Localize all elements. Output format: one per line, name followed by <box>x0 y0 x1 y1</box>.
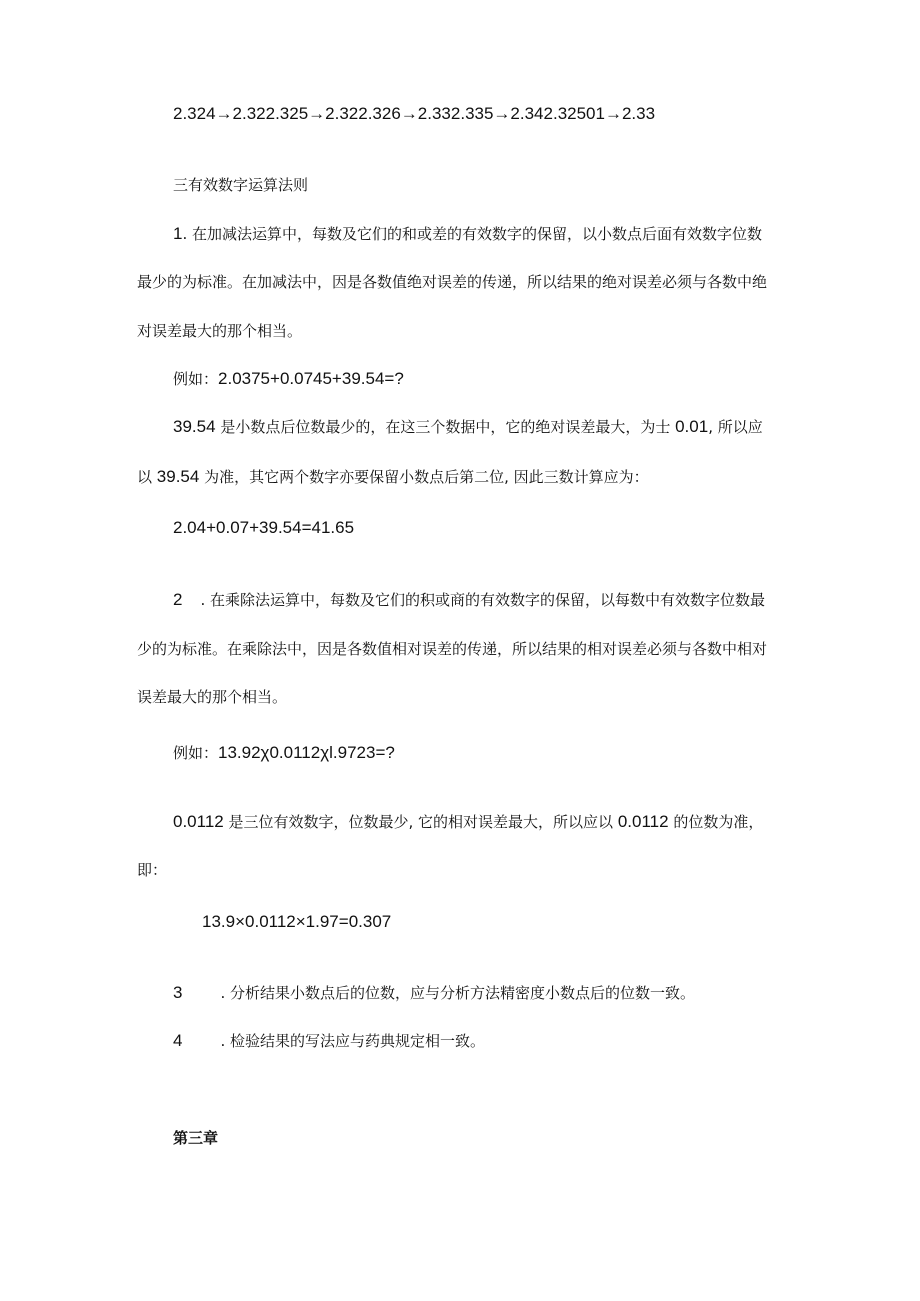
rule3-line <box>173 983 695 1003</box>
rule1-example-label: 例如： <box>173 370 219 388</box>
rule1-explain-line1 <box>173 417 763 437</box>
rule1-line3: 对误差最大的那个相当。 <box>137 322 303 340</box>
rule2-explain-text2: 的位数为准， <box>668 813 764 831</box>
rule1-example-expr: 2.0375+0.0745+39.54=? <box>218 369 404 388</box>
chapter-title: 第三章 <box>173 1129 219 1147</box>
rule2-explain-num2: 0.0112 <box>617 812 669 831</box>
rule1-line2: 最少的为标准。在加减法中，因是各数值绝对误差的传递，所以结果的绝对误差必须与各数中绝 <box>137 273 768 291</box>
rule4-line <box>173 1031 485 1051</box>
rule2-line1-text: . 在乘除法运算中，每数及它们的积或商的有效数字的保留，以每数中有效数字位数最 <box>200 591 766 609</box>
section-title: 三有效数字运算法则 <box>173 176 309 194</box>
rule1-line1 <box>173 224 762 244</box>
rounding-example-line: 2.324→2.322.325→2.322.326→2.332.335→2.342.32501→2.33 <box>173 104 656 123</box>
rule2-number: 2 <box>173 590 183 609</box>
rule2-example-label: 例如： <box>173 744 219 762</box>
rule1-explain-num2: 0.01 <box>675 417 709 436</box>
rule1-explain2-num: 39.54 <box>156 467 200 486</box>
rule1-explain2-text: 为准，其它两个数字亦要保留小数点后第二位, 因此三数计算应为： <box>199 468 649 486</box>
rule2-explain-line2: 即： <box>137 861 168 879</box>
rule2-line3: 误差最大的那个相当。 <box>137 688 288 706</box>
rule2-line2: 少的为标准。在乘除法中，因是各数值相对误差的传递，所以结果的相对误差必须与各数中相对 <box>137 640 768 658</box>
rule1-explain-text2: , 所以应 <box>708 418 763 436</box>
rule2-result: 13.9×0.0112×1.97=0.307 <box>202 912 392 931</box>
rule1-result: 2.04+0.07+39.54=41.65 <box>173 518 355 537</box>
rule2-line1 <box>173 590 765 610</box>
rule4-number: 4 <box>173 1031 183 1050</box>
rule1-example <box>173 369 404 389</box>
rule2-explain-num1: 0.0112 <box>173 812 224 831</box>
rule2-example-expr: 13.92χ0.0112χl.9723=? <box>218 743 395 762</box>
rule1-number: 1 <box>173 224 183 243</box>
rule1-explain-text1: 是小数点后位数最少的，在这三个数据中，它的绝对误差最大，为士 <box>215 418 676 436</box>
rule2-explain-line1 <box>173 812 763 832</box>
rule2-explain-text1: 是三位有效数字，位数最少, 它的相对误差最大，所以应以 <box>223 813 618 831</box>
rule3-number: 3 <box>173 983 183 1002</box>
rule2-example <box>173 743 395 763</box>
rule1-explain-line2 <box>137 467 649 487</box>
rule1-explain2-pre: 以 <box>137 468 157 486</box>
rule1-line1-text: . 在加减法运算中，每数及它们的和或差的有效数字的保留，以小数点后面有效数字位数 <box>182 225 763 243</box>
rule3-text: . 分析结果小数点后的位数，应与分析方法精密度小数点后的位数一致。 <box>220 984 696 1002</box>
rule1-explain-num1: 39.54 <box>173 417 216 436</box>
rule4-text: . 检验结果的写法应与药典规定相一致。 <box>220 1032 486 1050</box>
